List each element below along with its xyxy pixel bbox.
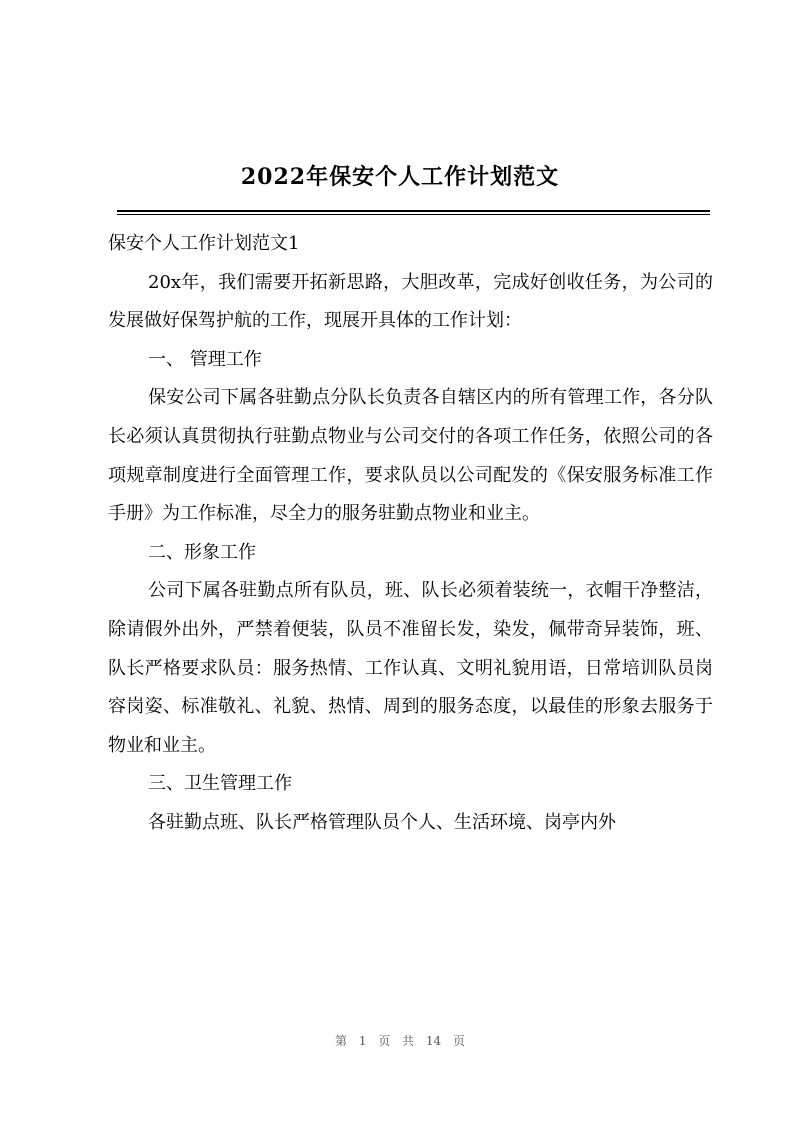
title-underline-thick	[117, 210, 710, 212]
document-title: 2022年保安个人工作计划范文	[240, 164, 560, 190]
page-footer: 第 1 页 共 14 页	[335, 1034, 465, 1048]
hygiene-paragraph: 各驻勤点班、队长严格管理队员个人、生活环境、岗亭内外	[148, 811, 616, 833]
title-underline-thin	[117, 214, 710, 215]
management-paragraph: 保安公司下属各驻勤点分队长负责各自辖区内的所有管理工作，各分队长必须认真贯彻执行驻勤点物业与公司交付的各项工作任务，依照公司的各项规章制度进行全面管理工作，要求队员以公司配发的《保安服务标准工作手册》为工作标准，尽全力的服务驻勤点物业和业主。	[108, 387, 713, 525]
document-body	[108, 225, 713, 843]
section-heading: 保安个人工作计划范文1	[108, 233, 300, 254]
section-heading-hygiene: 三、卫生管理工作	[148, 773, 292, 795]
section-heading-image: 二、形象工作	[148, 541, 256, 563]
intro-paragraph: 20x年，我们需要开拓新思路，大胆改革，完成好创收任务，为公司的发展做好保驾护航的工作，现展开具体的工作计划：	[108, 271, 713, 332]
image-paragraph: 公司下属各驻勤点所有队员，班、队长必须着装统一，衣帽干净整洁，除请假外出外，严禁着便装，队员不准留长发，染发，佩带奇异装饰，班、队长严格要求队员：服务热情、工作认真、文明礼貌用语，日常培训队员岗容岗姿、标准敬礼、礼貌、热情、周到的服务态度，以最佳的形象去服务于物业和业主。	[108, 580, 713, 756]
section-heading-management: 一、 管理工作	[148, 348, 262, 370]
